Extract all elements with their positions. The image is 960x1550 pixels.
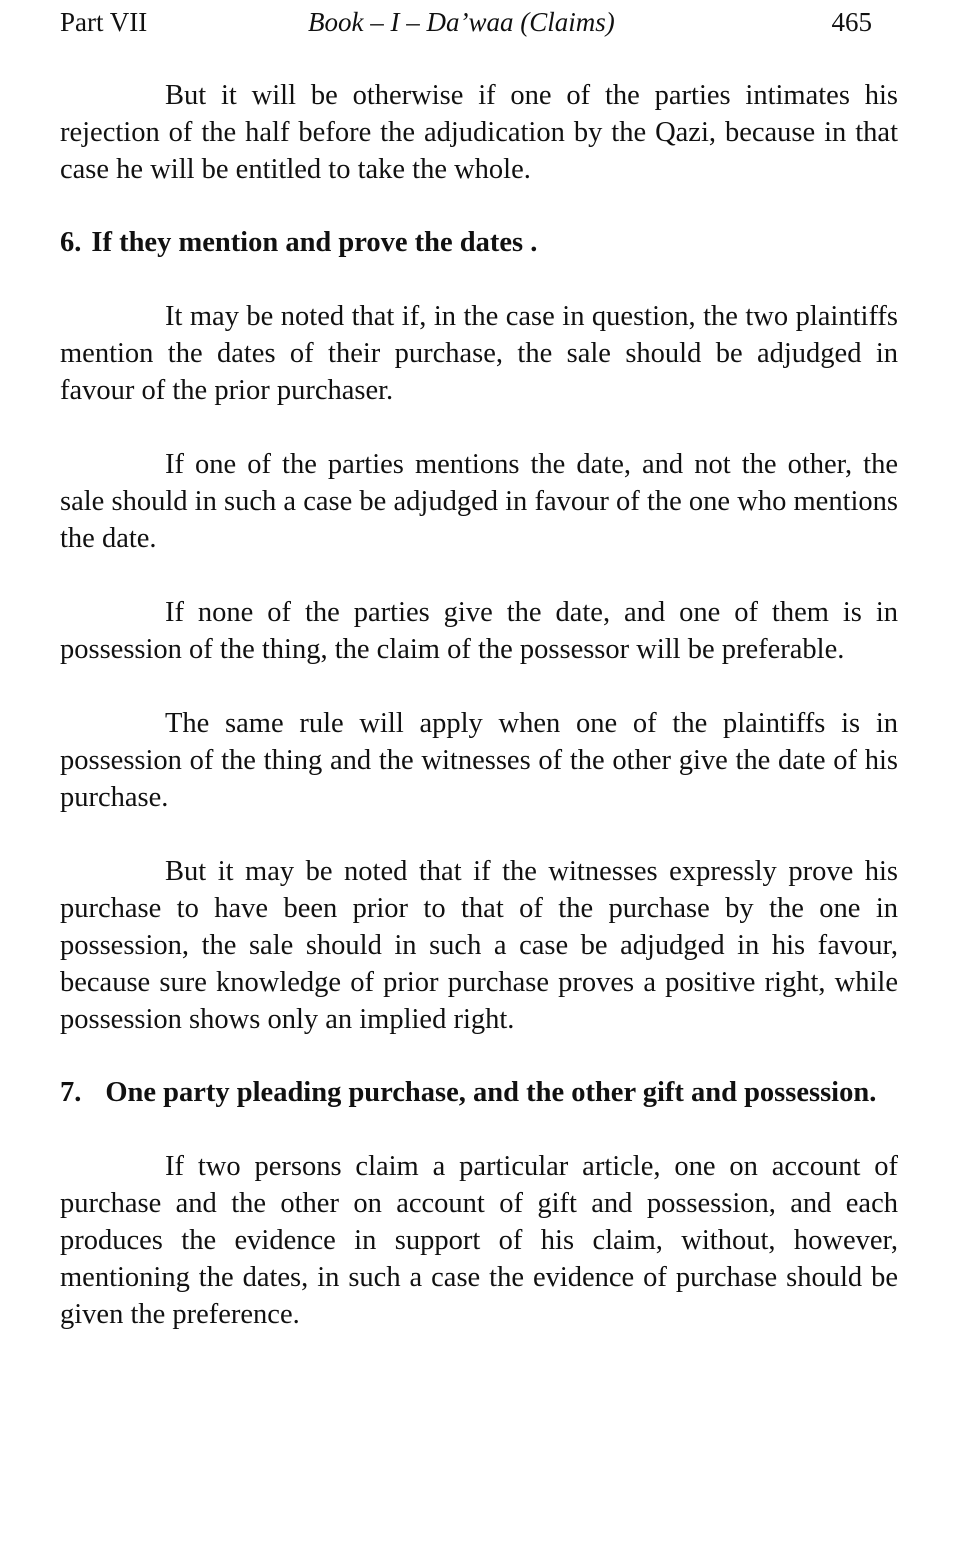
book-title: Book – I – Da’waa (Claims)	[308, 7, 615, 37]
page-number: 465	[831, 7, 872, 37]
paragraph-rejection-of-half: But it will be otherwise if one of the parties intimates his rejection of the half before the adjudication by the Qazi, because in that case he will be entitled to take the whole.	[60, 80, 898, 185]
part-label: Part VII	[60, 7, 148, 37]
section-heading-6	[60, 224, 898, 261]
section-title: If they mention and prove the dates .	[91, 227, 538, 258]
paragraph-prior-purchase: But it may be noted that if the witnesses expressly prove his purchase to have been prior to that of the purchase by the one in possession, the sale should in such a case be adjudged in his favour, because sure knowledge of prior purchase proves a positive right, while possession shows only an implied right.	[60, 856, 898, 1035]
section-heading-7	[60, 1074, 898, 1111]
paragraph-purchase-vs-gift: If two persons claim a particular article, one on account of purchase and the other on account of gift and possession, and each produces the evidence in support of his claim, without, however, mentioning the dates, in such a case the evidence of purchase should be given the preference.	[60, 1151, 898, 1330]
section-number: 6.	[60, 227, 82, 258]
document-page	[60, 0, 898, 1333]
section-number: 7.	[60, 1077, 82, 1108]
running-header	[60, 0, 898, 40]
paragraph-dates-of-purchase: It may be noted that if, in the case in question, the two plaintiffs mention the dates of their purchase, the sale should be adjudged in favour of the prior purchaser.	[60, 301, 898, 406]
paragraph-one-mentions-date: If one of the parties mentions the date, and not the other, the sale should in such a case be adjudged in favour of the one who mentions the date.	[60, 449, 898, 554]
section-title: One party pleading purchase, and the other gift and possession.	[105, 1077, 877, 1108]
paragraph-same-rule: The same rule will apply when one of the plaintiffs is in possession of the thing and the witnesses of the other give the date of his purchase.	[60, 708, 898, 813]
paragraph-none-give-date: If none of the parties give the date, and one of them is in possession of the thing, the claim of the possessor will be preferable.	[60, 597, 898, 665]
